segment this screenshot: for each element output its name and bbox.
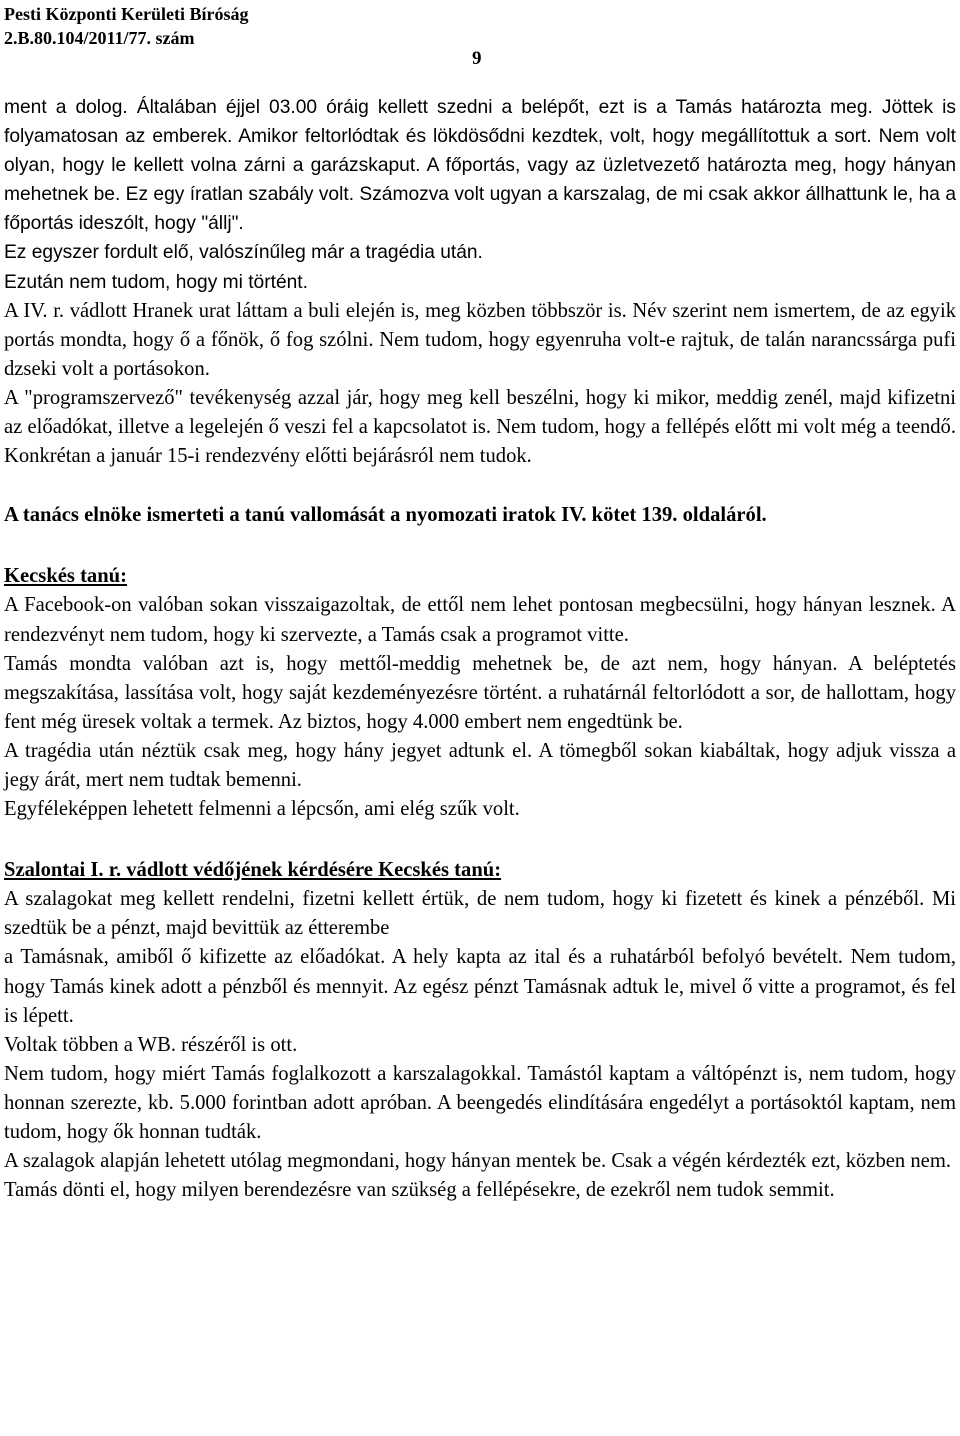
section-heading: Szalontai I. r. vádlott védőjének kérdésére Kecskés tanú: bbox=[4, 859, 502, 882]
testimony-continuation-serif bbox=[4, 297, 956, 472]
testimony-continuation bbox=[4, 93, 956, 297]
section-heading: Kecskés tanú: bbox=[4, 565, 127, 588]
paragraph: Voltak többen a WB. részéről is ott. bbox=[4, 1033, 298, 1056]
case-number: 2.B.80.104/2011/77. szám bbox=[4, 28, 195, 48]
paragraph: A Facebook-on valóban sokan visszaigazoltak, de ettől nem lehet pontosan megbecsülni, hogy hányan lesznek. A rendezvényt nem tudom, hogy ki szervezte, a Tamás csak a programot vitte. bbox=[4, 594, 956, 646]
witness-statement-section bbox=[4, 562, 956, 824]
paragraph: Tamás mondta valóban azt is, hogy mettől-meddig mehetnek be, de azt nem, hogy hányan. A beléptetés megszakítása, lassítása volt, hogy saját kezdeményezésre történt. a ruhatárnál feltorlódott a sor, de hallottam, hogy fent még üresek voltak a termek. Az biztos, hogy 4.000 embert nem engedtünk be. bbox=[4, 652, 956, 733]
paragraph: Nem tudom, hogy miért Tamás foglalkozott a karszalagokkal. Tamástól kaptam a váltópénzt is, nem tudom, hogy honnan szerezte, kb. 5.000 forintban adott apróban. A beengedés elindítására engedélyt a portásoktól kaptam, nem tudom, hogy ők honnan tudták. bbox=[4, 1062, 956, 1143]
paragraph: Ez egyszer fordult elő, valószínűleg már a tragédia után. bbox=[4, 242, 483, 264]
paragraph: Tamás dönti el, hogy milyen berendezésre van szükség a fellépésekre, de ezekről nem tudok semmit. bbox=[4, 1179, 835, 1202]
defense-question-section bbox=[4, 856, 956, 1205]
paragraph: A szalagok alapján lehetett utólag megmondani, hogy hányan mentek be. Csak a végén kérdezték ezt, közben nem. bbox=[4, 1150, 951, 1173]
paragraph: a Tamásnak, amiből ő kifizette az előadókat. A hely kapta az ital és a ruhatárból befolyó bevételt. Nem tudom, hogy Tamás kinek adott a pénzből és mennyit. Az egész pénzt Tamásnak adtuk le, mivel ő vitte a programot, és fel is lépett. bbox=[4, 946, 956, 1027]
court-name: Pesti Központi Kerületi Bíróság bbox=[4, 4, 249, 24]
paragraph: ment a dolog. Általában éjjel 03.00 óráig kellett szedni a belépőt, ezt is a Tamás határozta meg. Jöttek is folyamatosan az emberek. Amikor feltorlódtak és lökdösődni kezdtek, volt, hogy megállítottuk a sort. Nem volt olyan, hogy le kellett volna zárni a garázskaput. A főportás, vagy az üzletvezető határozta meg, hogy hányan mehetnek be. Ez egy íratlan szabály volt. Számozva volt ugyan a karszalag, de mi csak akkor állhattunk le, ha a főportás ideszólt, hogy "állj". bbox=[4, 97, 956, 235]
paragraph: A IV. r. vádlott Hranek urat láttam a buli elején is, meg közben többször is. Név szerint nem ismertem, de az egyik portás mondta, hogy ő a főnök, ő fog szólni. Nem tudom, hogy egyenruha volt-e rajtuk, de talán narancssárga pufi dzseki volt a portásokon. bbox=[4, 299, 956, 380]
page-number: 9 bbox=[472, 48, 482, 69]
paragraph: A szalagokat meg kellett rendelni, fizetni kellett értük, de nem tudom, hogy ki fizetett és kinek a pénzéből. Mi szedtük be a pénzt, majd bevittük az étterembe bbox=[4, 888, 956, 940]
paragraph: Egyféleképpen lehetett felmenni a lépcsőn, ami elég szűk volt. bbox=[4, 798, 520, 821]
document-body bbox=[4, 93, 956, 1205]
paragraph: Ezután nem tudom, hogy mi történt. bbox=[4, 271, 308, 293]
statement-notice: A tanács elnöke ismerteti a tanú vallomását a nyomozati iratok IV. kötet 139. oldaláról. bbox=[4, 504, 767, 527]
paragraph: A tragédia után néztük csak meg, hogy hány jegyet adtunk el. A tömegből sokan kiabáltak, hogy adjuk vissza a jegy árát, mert nem tudtak bemenni. bbox=[4, 739, 956, 791]
document-header bbox=[4, 2, 248, 50]
paragraph: A "programszervező" tevékenység azzal jár, hogy meg kell beszélni, hogy ki mikor, meddig zenél, majd kifizetni az előadókat, illetve a legelején ő veszi fel a kapcsolatot is. Nem tudom, hogy a fellépés előtt mi volt még a teendő. Konkrétan a január 15-i rendezvény előtti bejárásról nem tudok. bbox=[4, 386, 956, 468]
